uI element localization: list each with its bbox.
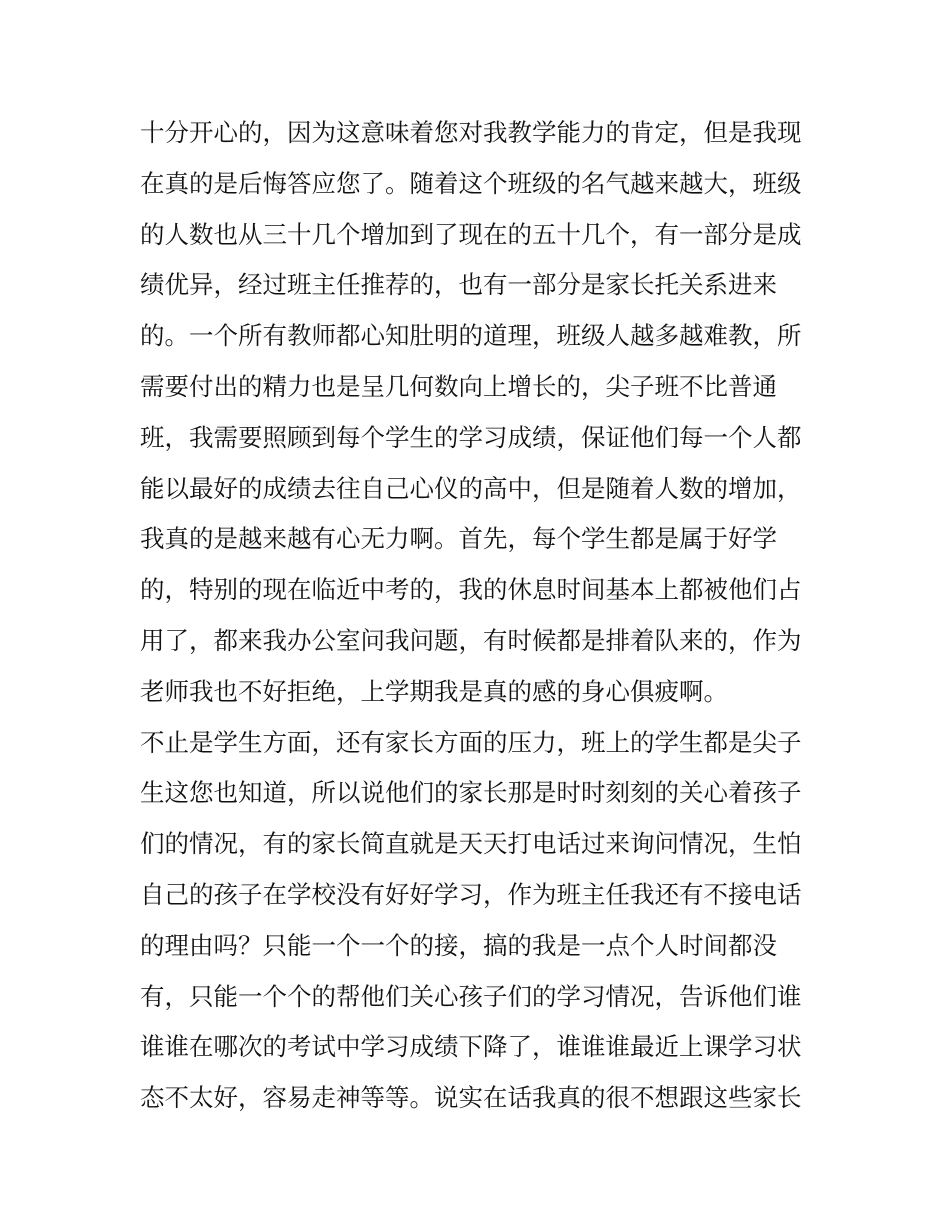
text-line: 谁谁在哪次的考试中学习成绩下降了，谁谁谁最近上课学习状 [140, 1032, 802, 1062]
text-line: 用了，都来我办公室问我问题，有时候都是排着队来的，作为 [140, 625, 802, 655]
text-line: 们的情况，有的家长简直就是天天打电话过来询问情况，生怕 [140, 829, 802, 859]
text-line: 的理由吗？只能一个一个的接，搞的我是一点个人时间都没 [140, 930, 777, 960]
text-line: 需要付出的精力也是呈几何数向上增长的，尖子班不比普通 [140, 371, 777, 401]
text-line: 的。一个所有教师都心知肚明的道理，班级人越多越难教，所 [140, 321, 802, 351]
text-line: 我真的是越来越有心无力啊。首先，每个学生都是属于好学 [140, 524, 777, 554]
text-line: 十分开心的，因为这意味着您对我教学能力的肯定，但是我现 [140, 118, 802, 147]
text-line: 绩优异，经过班主任推荐的，也有一部分是家长托关系进来 [140, 270, 777, 300]
text-line: 的，特别的现在临近中考的，我的休息时间基本上都被他们占 [140, 575, 802, 605]
text-line: 班，我需要照顾到每个学生的学习成绩，保证他们每一个人都 [140, 422, 802, 452]
text-line: 在真的是后悔答应您了。随着这个班级的名气越来越大，班级 [140, 168, 802, 198]
text-line: 的人数也从三十几个增加到了现在的五十几个，有一部分是成 [140, 219, 802, 249]
text-line: 不止是学生方面，还有家长方面的压力，班上的学生都是尖子 [140, 727, 802, 757]
text-line: 生这您也知道，所以说他们的家长那是时时刻刻的关心着孩子 [140, 778, 802, 808]
text-line: 自己的孩子在学校没有好好学习，作为班主任我还有不接电话 [140, 879, 802, 909]
text-line: 能以最好的成绩去往自己心仪的高中，但是随着人数的增加， [140, 473, 802, 503]
text-line: 有，只能一个个的帮他们关心孩子们的学习情况，告诉他们谁 [140, 981, 802, 1011]
text-line: 老师我也不好拒绝，上学期我是真的感的身心俱疲啊。 [140, 676, 728, 706]
text-line: 态不太好，容易走神等等。说实在话我真的很不想跟这些家长 [140, 1083, 802, 1113]
body-text [140, 108, 820, 1124]
